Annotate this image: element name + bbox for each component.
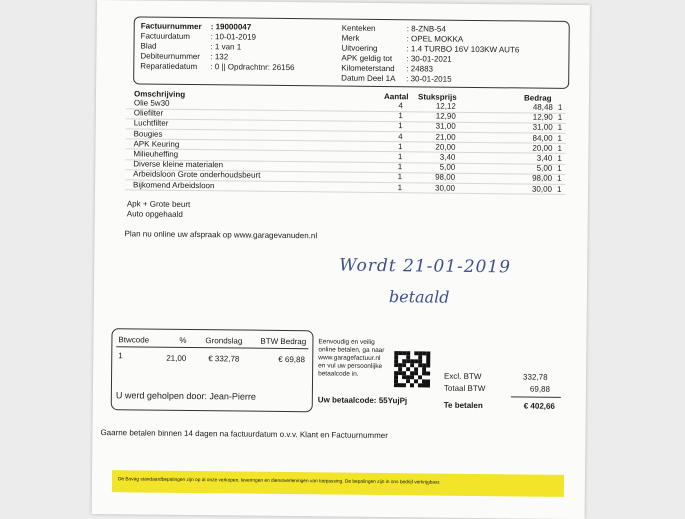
item-unit-price: 30,00: [434, 183, 456, 193]
item-quantity: 1: [398, 111, 403, 121]
vat-col-percent: %: [179, 335, 187, 345]
value-brand: : OPEL MOKKA: [406, 34, 464, 44]
excl-vat-value: 332,78: [523, 372, 548, 382]
vat-base-value: € 332,78: [208, 354, 240, 364]
amount-due-label: Te betalen: [443, 400, 483, 411]
item-unit-price: 98,00: [435, 172, 456, 183]
value-debtor-number: : 132: [210, 52, 229, 62]
item-vat-code: 1: [557, 174, 562, 184]
item-amount: 30,00: [531, 184, 553, 194]
item-vat-code: 1: [557, 123, 563, 133]
label-mileage: Kilometerstand: [341, 63, 395, 74]
vat-header-divider: [116, 346, 308, 349]
value-invoice-number: : 19000047: [210, 22, 252, 32]
value-apk-valid: : 30-01-2021: [406, 54, 452, 64]
pay-text-line: Eenvoudig en veilig: [318, 338, 375, 346]
item-quantity: 4: [398, 101, 403, 111]
vat-col-vat-amount: BTW Bedrag: [260, 336, 307, 347]
value-model: : 1.4 TURBO 16V 103KW AUT6: [406, 44, 520, 55]
vat-col-code: Btwcode: [118, 335, 150, 345]
item-description: Arbeidsloon Grote onderhoudsbeurt: [133, 169, 261, 181]
vat-percent-value: 21,00: [166, 353, 187, 363]
pay-text-line: betaalcode in.: [318, 370, 359, 378]
payment-terms: Gaarne betalen binnen 14 dagen na factuurdatum o.v.v. Klant en Factuurnummer: [100, 428, 388, 441]
item-vat-code: 1: [557, 102, 563, 112]
note-line: Apk + Grote beurt: [126, 199, 191, 209]
item-amount: 84,00: [532, 133, 553, 143]
vat-amount-value: € 69,88: [278, 354, 305, 365]
item-vat-code: 1: [557, 143, 562, 153]
line-items: [95, 98, 589, 203]
item-quantity: 1: [397, 182, 403, 192]
label-debtor-number: Debiteurnummer: [140, 51, 201, 62]
item-description: Diverse kleine materialen: [133, 159, 224, 170]
item-amount: 31,00: [532, 122, 553, 133]
label-model: Uitvoering: [341, 43, 378, 53]
item-description: Bougies: [133, 128, 163, 139]
value-invoice-date: : 10-01-2019: [210, 32, 257, 42]
item-amount: 20,00: [532, 143, 553, 153]
total-vat-value: 69,88: [529, 384, 551, 394]
col-header-description: Omschrijving: [133, 89, 186, 99]
col-header-quantity: Aantal: [383, 92, 409, 102]
label-registration-date: Datum Deel 1A: [341, 73, 396, 84]
item-description: APK Keuring: [133, 139, 180, 149]
item-quantity: 1: [397, 141, 403, 152]
totals-divider: [511, 396, 561, 398]
value-mileage: : 24883: [406, 64, 434, 74]
label-invoice-number: Factuurnummer: [140, 21, 202, 32]
bovag-terms-bar: [112, 470, 564, 497]
item-unit-price: 21,00: [435, 132, 456, 142]
item-vat-code: 1: [557, 153, 562, 163]
invoice-sheet: [92, 0, 590, 519]
handwritten-date: Wordt 21-01-2019: [339, 255, 512, 278]
helped-by-text: U werd geholpen door: Jean-Pierre: [115, 390, 257, 402]
item-description: Luchtfilter: [133, 118, 169, 129]
label-license-plate: Kenteken: [341, 23, 376, 33]
item-vat-code: 1: [556, 184, 562, 194]
payment-code: Uw betaalcode: 55YujPj: [317, 395, 408, 406]
item-quantity: 1: [397, 162, 403, 172]
col-header-amount: Bedrag: [523, 93, 552, 103]
handwritten-paid: betaald: [388, 287, 450, 307]
item-vat-code: 1: [557, 113, 563, 123]
label-invoice-date: Factuurdatum: [140, 31, 191, 41]
item-quantity: 1: [398, 121, 403, 131]
amount-due-value: € 402,66: [523, 401, 555, 411]
online-pay-text: [318, 338, 385, 379]
item-unit-price: 12,90: [435, 111, 456, 121]
value-repair-date: : 0 || Opdrachtnr: 26156: [210, 62, 295, 73]
bovag-terms-text: De Bovag standaardbepalingen zijn op al onze verkopen, leveringen en dienstverleningen van toepassing. De bepalingen zijn in ons bedrijf verkrijgbaar.: [117, 477, 441, 486]
label-brand: Merk: [341, 33, 360, 43]
value-page: : 1 van 1: [210, 42, 242, 52]
item-unit-price: 20,00: [435, 142, 456, 152]
item-amount: 5,00: [536, 163, 553, 173]
qr-code-icon[interactable]: [394, 351, 430, 387]
label-apk-valid: APK geldig tot: [341, 53, 393, 64]
appointment-text: Plan nu online uw afspraak op www.garagevanuden.nl: [124, 229, 318, 241]
pay-text-line: en vul uw persoonlijke: [318, 362, 383, 371]
total-vat-label: Totaal BTW: [443, 383, 486, 394]
item-description: Bijkomend Arbeidsloon: [133, 179, 215, 190]
vat-col-base: Grondslag: [205, 336, 243, 346]
note-line: Auto opgehaald: [126, 209, 183, 219]
col-header-unit-price: Stuksprijs: [417, 92, 457, 102]
item-description: Oliefilter: [133, 108, 164, 118]
vat-code-value: 1: [118, 351, 123, 361]
item-quantity: 1: [397, 152, 403, 162]
value-registration-date: : 30-01-2015: [406, 74, 452, 84]
item-amount: 3,40: [536, 153, 553, 163]
item-description: Olie 5w30: [133, 98, 170, 108]
item-quantity: 1: [397, 172, 403, 182]
excl-vat-label: Excl. BTW: [444, 371, 482, 382]
value-license-plate: : 8-ZNB-54: [406, 24, 446, 34]
label-repair-date: Reparatiedatum: [140, 61, 198, 72]
label-page: Blad: [140, 41, 157, 51]
pay-text-line: online betalen, ga naar: [318, 346, 385, 355]
pay-text-line: www.garagefactuur.nl: [318, 354, 381, 362]
item-vat-code: 1: [557, 133, 563, 143]
item-unit-price: 31,00: [435, 121, 456, 132]
item-description: Milieuheffing: [133, 149, 179, 159]
item-vat-code: 1: [557, 164, 562, 174]
item-amount: 98,00: [532, 173, 553, 184]
item-unit-price: 3,40: [439, 152, 456, 162]
item-unit-price: 12,12: [435, 101, 456, 111]
item-amount: 48,48: [532, 102, 553, 112]
item-unit-price: 5,00: [439, 162, 456, 172]
vat-summary-box: [111, 328, 314, 412]
invoice-header-box: [133, 16, 570, 89]
item-quantity: 4: [398, 131, 403, 141]
item-amount: 12,90: [532, 112, 553, 122]
